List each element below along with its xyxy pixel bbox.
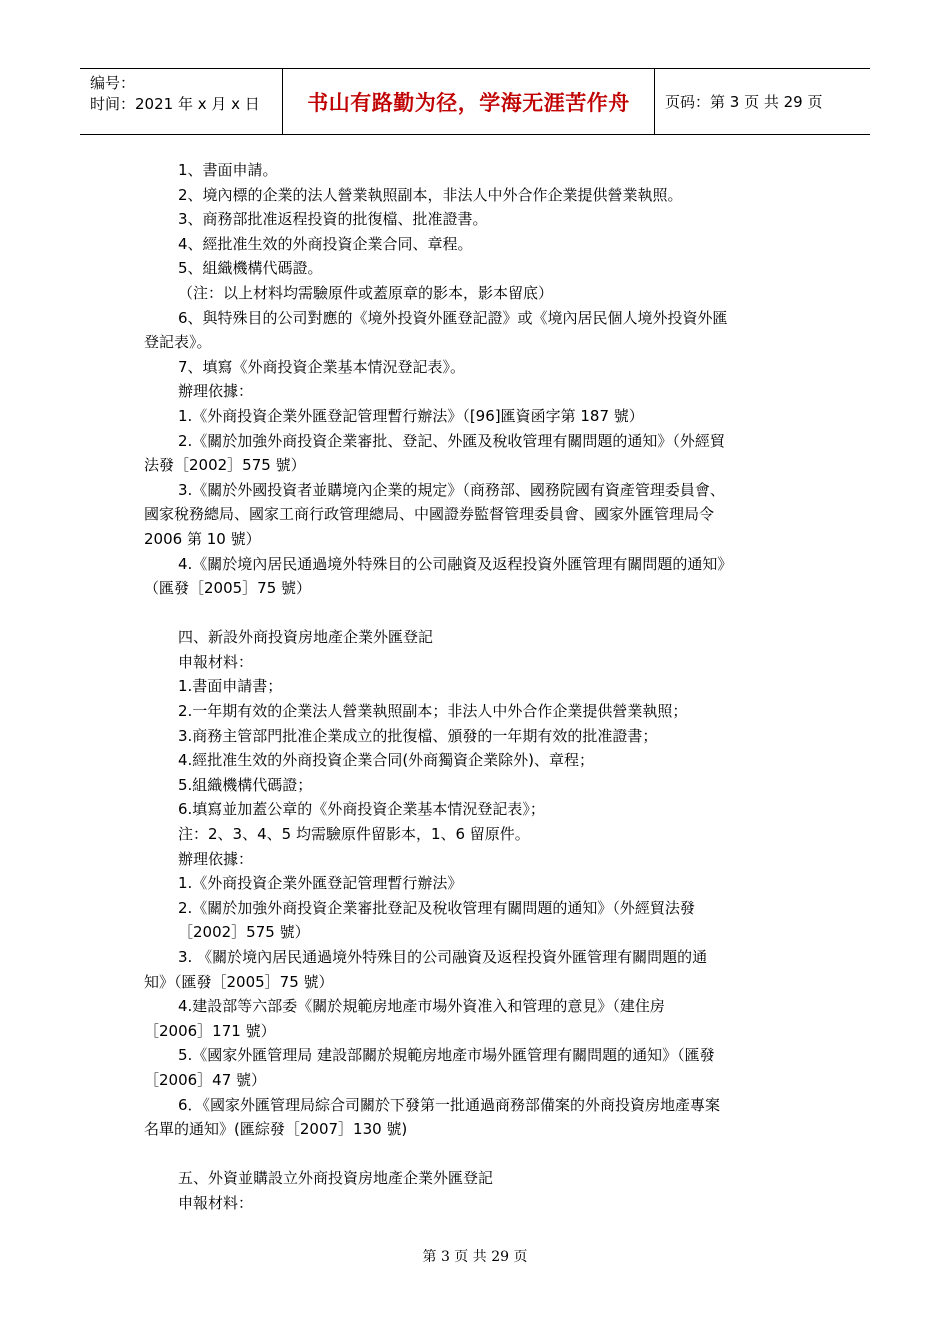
paragraph-line: 5、組織機構代碼證。 xyxy=(178,259,323,278)
page-footer: 第 3 页 共 29 页 xyxy=(422,1249,528,1265)
header-motto: 书山有路勤为径，学海无涯苦作舟 xyxy=(283,69,655,134)
paragraph-line: 3、商務部批准返程投資的批復檔、批准證書。 xyxy=(178,210,488,229)
paragraph-line: 法發［2002］575 號） xyxy=(144,456,306,475)
paragraph-line: 辦理依據： xyxy=(178,849,254,868)
document-number-label: 编号： xyxy=(90,74,136,92)
paragraph-line: 申報材料： xyxy=(178,652,254,671)
paragraph-line: （匯發［2005］75 號） xyxy=(144,579,312,598)
paragraph-line: 申報材料： xyxy=(178,1193,254,1212)
paragraph-line: 知》（匯發［2005］75 號） xyxy=(144,972,334,991)
paragraph-line: 1.《外商投資企業外匯登記管理暫行辦法》（[96]匯資函字第 187 號） xyxy=(178,406,644,425)
paragraph-line: 4.《關於境內居民通過境外特殊目的公司融資及返程投資外匯管理有關問題的通知》 xyxy=(178,554,733,573)
paragraph-line: 登記表》。 xyxy=(144,333,212,352)
paragraph-line: 6、與特殊目的公司對應的《境外投資外匯登記證》或《境內居民個人境外投資外匯 xyxy=(178,308,728,327)
paragraph-line: 7、填寫《外商投資企業基本情況登記表》。 xyxy=(178,357,466,376)
section-heading: 五、外資並購設立外商投資房地產企業外匯登記 xyxy=(178,1169,494,1188)
paragraph-line: ［2006］171 號） xyxy=(144,1021,276,1040)
paragraph-line: 2006 第 10 號） xyxy=(144,529,261,548)
document-time-label: 时间：2021 年 x 月 x 日 xyxy=(90,95,260,113)
section-heading: 四、新設外商投資房地產企業外匯登記 xyxy=(178,628,434,647)
paragraph-line: 4.經批准生效的外商投資企業合同(外商獨資企業除外)、章程； xyxy=(178,751,595,770)
paragraph-line: （注：以上材料均需驗原件或蓋原章的影本，影本留底） xyxy=(178,283,554,302)
paragraph-line: 3. 《關於境內居民通過境外特殊目的公司融資及返程投資外匯管理有關問題的通 xyxy=(178,948,708,966)
paragraph-line: 國家稅務總局、國家工商行政管理總局、中國證券監督管理委員會、國家外匯管理局令 xyxy=(144,505,715,524)
paragraph-line: 6.填寫並加蓋公章的《外商投資企業基本情況登記表》； xyxy=(178,800,545,819)
paragraph-line: ［2002］575 號） xyxy=(178,923,310,942)
paragraph-line: 2.《關於加強外商投資企業審批、登記、外匯及稅收管理有關問題的通知》（外經貿 xyxy=(178,431,725,450)
paragraph-line: 注：2、3、4、5 均需驗原件留影本，1、6 留原件。 xyxy=(178,825,530,844)
paragraph-line: 3.《關於外國投資者並購境內企業的規定》（商務部、國務院國有資產管理委員會、 xyxy=(178,480,725,499)
paragraph-line: ［2006］47 號） xyxy=(144,1070,267,1089)
paragraph-line: 5.《國家外匯管理局 建設部關於規範房地產市場外匯管理有關問題的通知》（匯發 xyxy=(178,1046,715,1065)
page-header xyxy=(80,68,870,135)
paragraph-line: 2、境內標的企業的法人營業執照副本，非法人中外合作企業提供營業執照。 xyxy=(178,185,683,204)
paragraph-line: 4.建設部等六部委《關於規範房地產市場外資准入和管理的意見》（建住房 xyxy=(178,997,665,1016)
document-body xyxy=(144,158,810,1216)
paragraph-line: 1.《外商投資企業外匯登記管理暫行辦法》 xyxy=(178,874,463,893)
paragraph-line: 名單的通知》(匯綜發［2007］130 號) xyxy=(144,1120,408,1139)
blank-line xyxy=(144,601,810,626)
paragraph-line: 辦理依據： xyxy=(178,382,254,401)
paragraph-line: 5.組織機構代碼證； xyxy=(178,775,313,794)
paragraph-line: 2.《關於加強外商投資企業審批登記及稅收管理有關問題的通知》（外經貿法發 xyxy=(178,898,695,917)
paragraph-line: 1、書面申請。 xyxy=(178,161,278,179)
header-page-label: 页码：第 3 页 共 29 页 xyxy=(665,93,823,111)
paragraph-line: 6．《國家外匯管理局綜合司關於下發第一批通過商務部備案的外商投資房地產專案 xyxy=(178,1095,721,1114)
paragraph-line: 4、經批准生效的外商投資企業合同、章程。 xyxy=(178,234,473,253)
blank-line xyxy=(144,1142,810,1167)
paragraph-line: 1.書面申請書； xyxy=(178,677,283,696)
header-left-cell xyxy=(80,69,283,134)
paragraph-line: 3.商務主管部門批准企業成立的批復檔、頒發的一年期有效的批准證書； xyxy=(178,726,658,745)
paragraph-line: 2.一年期有效的企業法人營業執照副本；非法人中外合作企業提供營業執照； xyxy=(178,702,688,721)
